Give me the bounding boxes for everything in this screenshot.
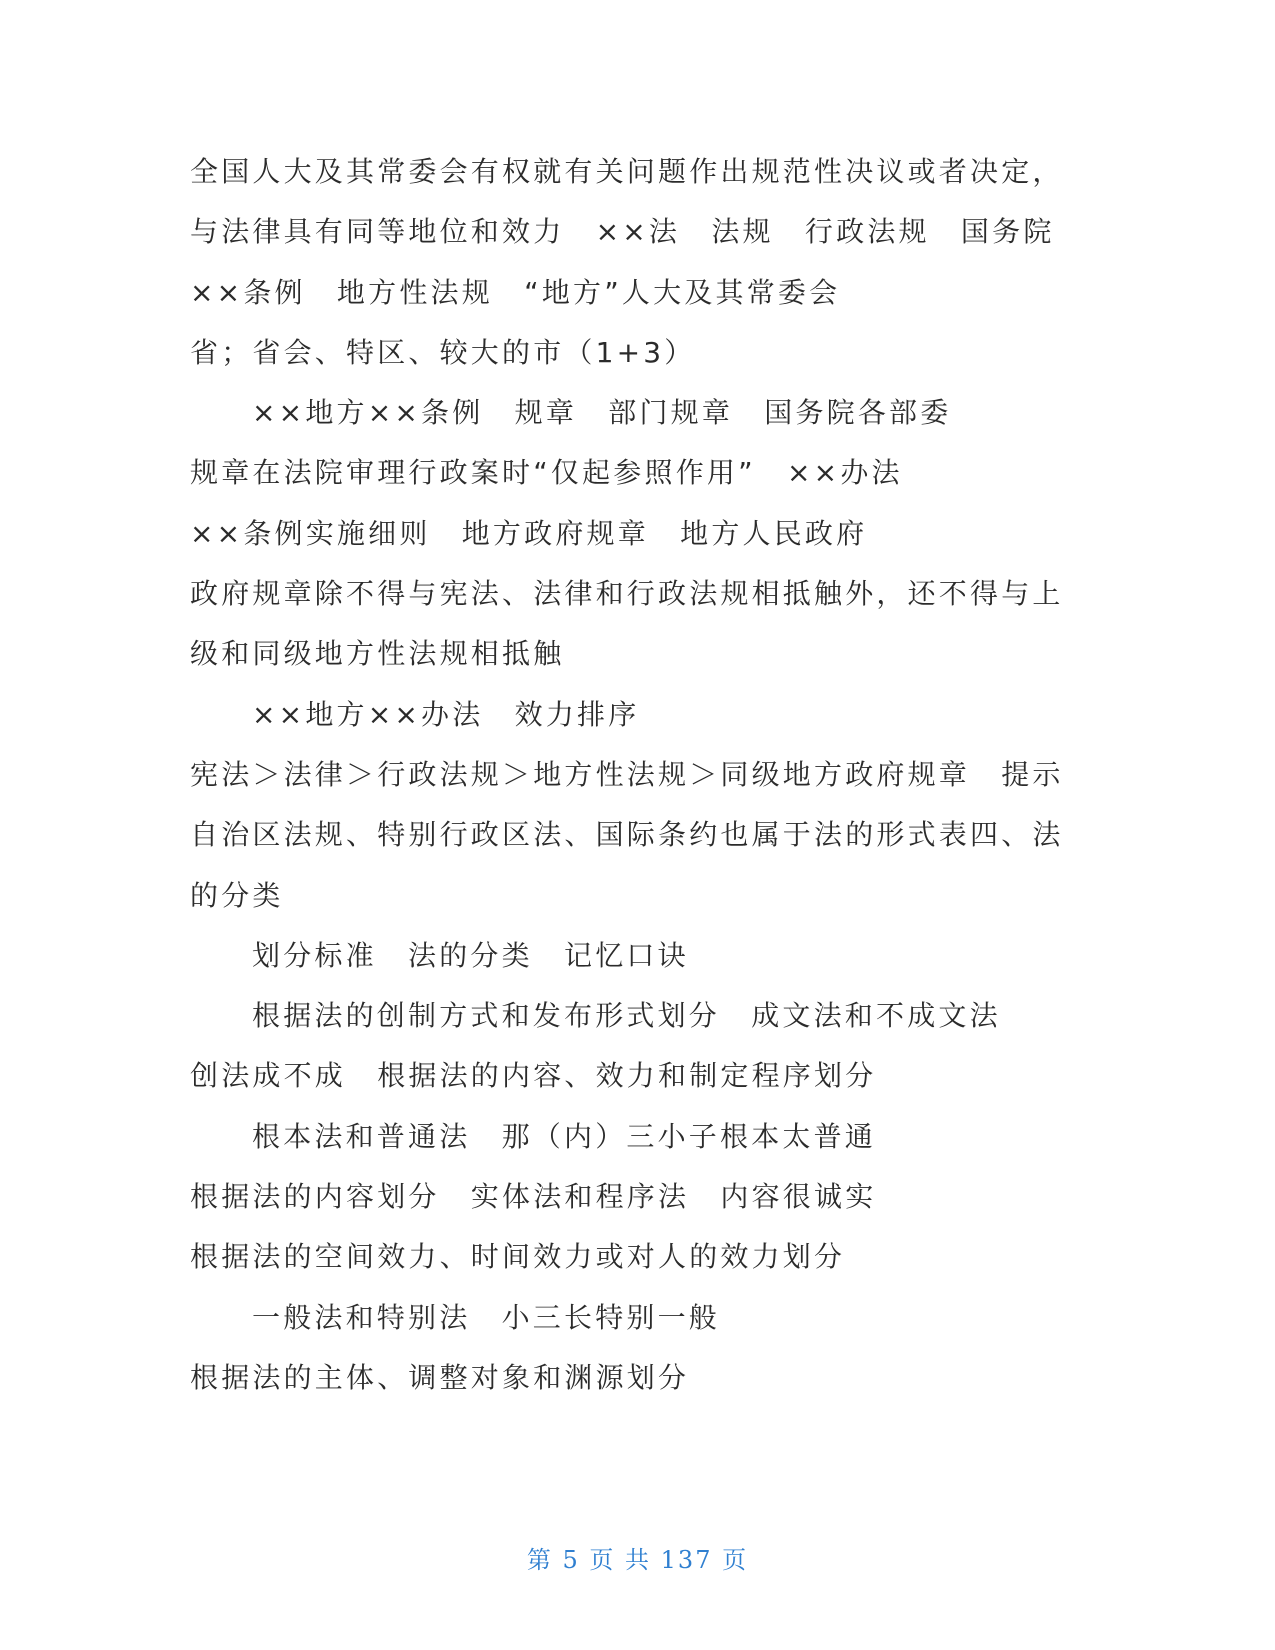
page-footer: 第 5 页 共 137 页 xyxy=(526,1546,749,1574)
text-line: 规章在法院审理行政案时“仅起参照作用” ××办法 xyxy=(190,456,903,490)
text-line: ××地方××条例 规章 部门规章 国务院各部委 xyxy=(252,396,952,430)
text-line: ××条例 地方性法规 “地方”人大及其常委会 xyxy=(190,275,841,309)
text-line: 一般法和特别法 小三长特别一般 xyxy=(252,1300,721,1334)
text-line: 宪法＞法律＞行政法规＞地方性法规＞同级地方政府规章 提示 xyxy=(190,757,1064,791)
text-line: 创法成不成 根据法的内容、效力和制定程序划分 xyxy=(190,1059,877,1093)
text-line: 根据法的创制方式和发布形式划分 成文法和不成文法 xyxy=(252,999,1001,1033)
document-body xyxy=(190,142,1070,1408)
text-line: 根本法和普通法 那（内）三小子根本太普通 xyxy=(252,1119,877,1153)
text-line: ××地方××办法 效力排序 xyxy=(252,697,640,731)
text-line: 划分标准 法的分类 记忆口诀 xyxy=(252,938,689,972)
text-line: 与法律具有同等地位和效力 ××法 法规 行政法规 国务院 xyxy=(190,215,1055,249)
text-line: 省；省会、特区、较大的市（1+3） xyxy=(190,335,696,369)
text-line: 的分类 xyxy=(190,878,284,912)
text-line: 根据法的空间效力、时间效力或对人的效力划分 xyxy=(190,1240,846,1274)
text-line: 全国人大及其常委会有权就有关问题作出规范性决议或者决定， xyxy=(190,155,1064,188)
text-line: 根据法的主体、调整对象和渊源划分 xyxy=(190,1360,690,1394)
text-line: 级和同级地方性法规相抵触 xyxy=(190,637,565,671)
text-line: 自治区法规、特别行政区法、国际条约也属于法的形式表四、法 xyxy=(190,818,1064,852)
text-line: 根据法的内容划分 实体法和程序法 内容很诚实 xyxy=(190,1180,877,1214)
text-line: ××条例实施细则 地方政府规章 地方人民政府 xyxy=(190,516,868,550)
text-line: 政府规章除不得与宪法、法律和行政法规相抵触外，还不得与上 xyxy=(190,577,1064,611)
